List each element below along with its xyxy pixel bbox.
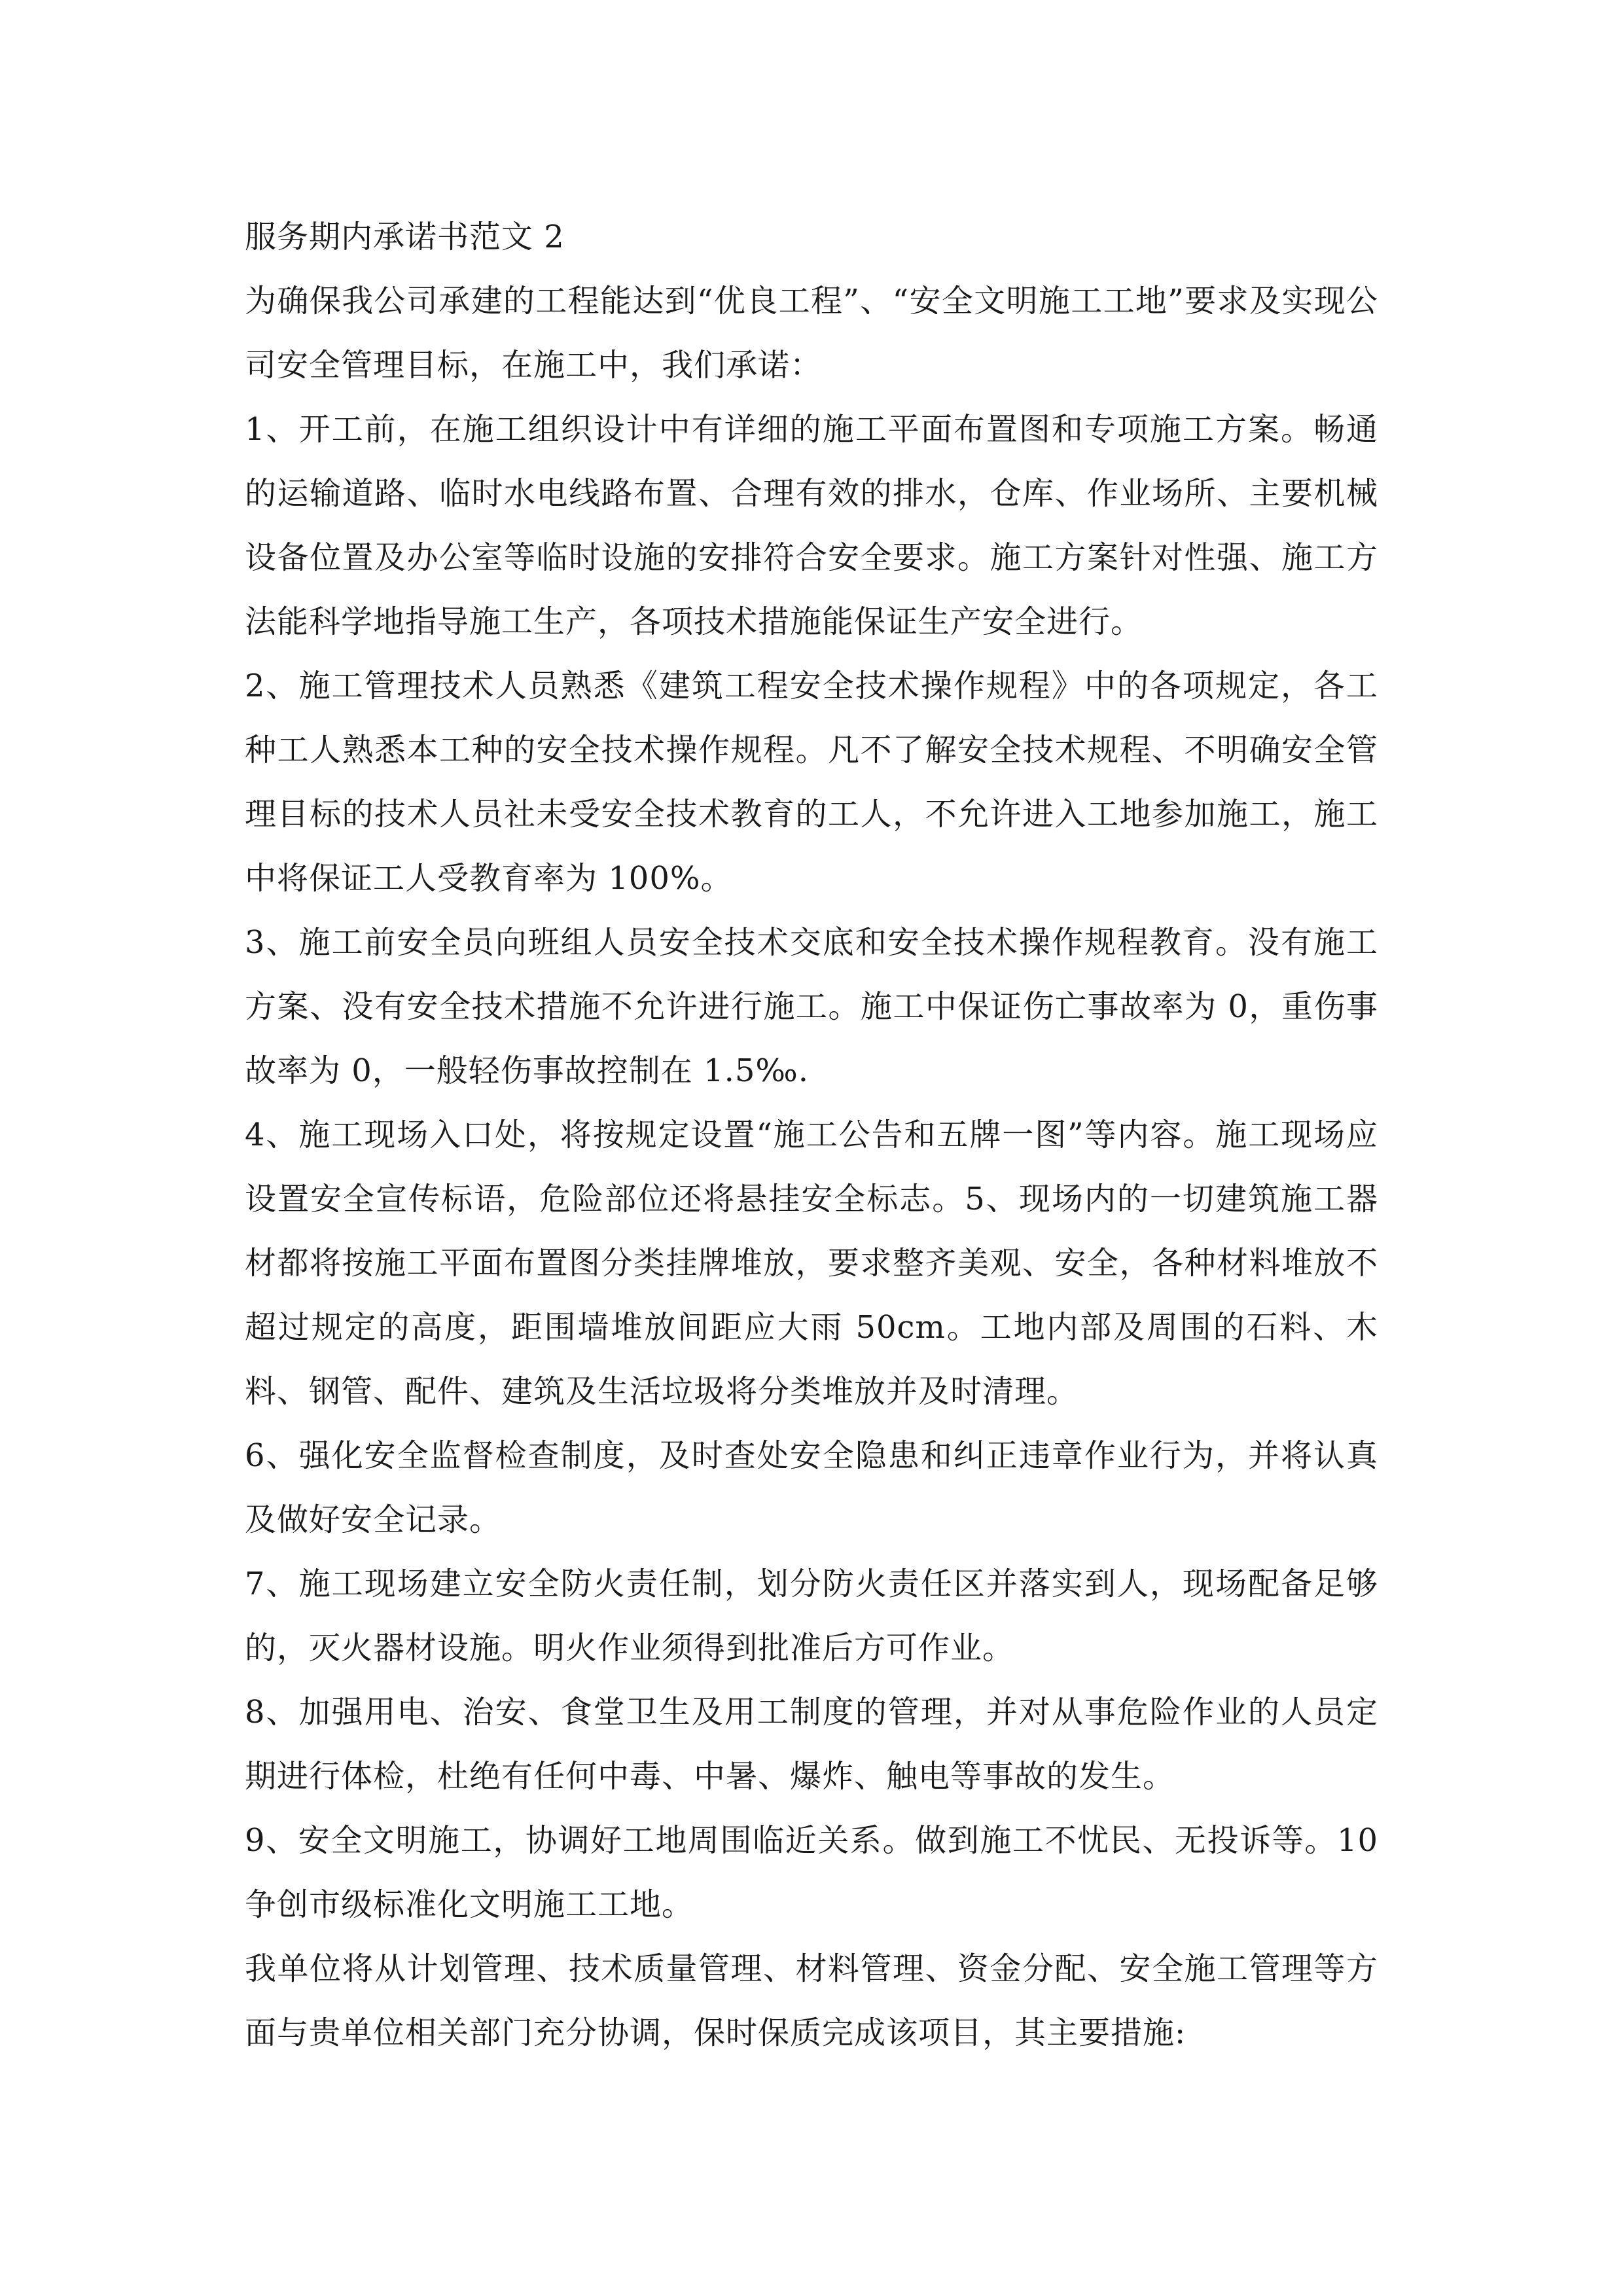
document-body [245, 205, 1378, 2065]
paragraph-intro: 为确保我公司承建的工程能达到“优良工程”、“安全文明施工工地”要求及实现公司安全管理目标，在施工中，我们承诺： [245, 283, 1378, 384]
paragraph-item-1: 1、开工前，在施工组织设计中有详细的施工平面布置图和专项施工方案。畅通的运输道路、临时水电线路布置、合理有效的排水，仓库、作业场所、主要机械设备位置及办公室等临时设施的安排符合安全要求。施工方案针对性强、施工方法能科学地指导施工生产，各项技术措施能保证生产安全进行。 [245, 411, 1378, 640]
paragraph-item-3: 3、施工前安全员向班组人员安全技术交底和安全技术操作规程教育。没有施工方案、没有安全技术措施不允许进行施工。施工中保证伤亡事故率为 0，重伤事故率为 0，一般轻伤事故控制在 1.5‰. [245, 924, 1378, 1089]
paragraph-item-2: 2、施工管理技术人员熟悉《建筑工程安全技术操作规程》中的各项规定，各工种工人熟悉本工种的安全技术操作规程。凡不了解安全技术规程、不明确安全管理目标的技术人员社未受安全技术教育的工人，不允许进入工地参加施工，施工中将保证工人受教育率为 100%。 [245, 668, 1378, 897]
paragraph-item-4-5: 4、施工现场入口处，将按规定设置“施工公告和五牌一图”等内容。施工现场应设置安全宣传标语，危险部位还将悬挂安全标志。5、现场内的一切建筑施工器材都将按施工平面布置图分类挂牌堆放，要求整齐美观、安全，各种材料堆放不超过规定的高度，距围墙堆放间距应大雨 50cm。工地内部及周围的石料、木料、钢管、配件、建筑及生活垃圾将分类堆放并及时清理。 [245, 1117, 1378, 1410]
paragraph-conclusion: 我单位将从计划管理、技术质量管理、材料管理、资金分配、安全施工管理等方面与贵单位相关部门充分协调，保时保质完成该项目，其主要措施: [245, 1950, 1378, 2051]
paragraph-item-6: 6、强化安全监督检查制度，及时查处安全隐患和纠正违章作业行为，并将认真及做好安全记录。 [245, 1437, 1378, 1538]
paragraph-item-8: 8、加强用电、治安、食堂卫生及用工制度的管理，并对从事危险作业的人员定期进行体检，杜绝有任何中毒、中暑、爆炸、触电等事故的发生。 [245, 1694, 1378, 1795]
document-title: 服务期内承诺书范文 2 [245, 219, 565, 255]
paragraph-item-9-10: 9、安全文明施工，协调好工地周围临近关系。做到施工不忧民、无投诉等。10 争创市级标准化文明施工工地。 [245, 1822, 1378, 1923]
paragraph-item-7: 7、施工现场建立安全防火责任制，划分防火责任区并落实到人，现场配备足够的，灭火器材设施。明火作业须得到批准后方可作业。 [245, 1566, 1378, 1666]
